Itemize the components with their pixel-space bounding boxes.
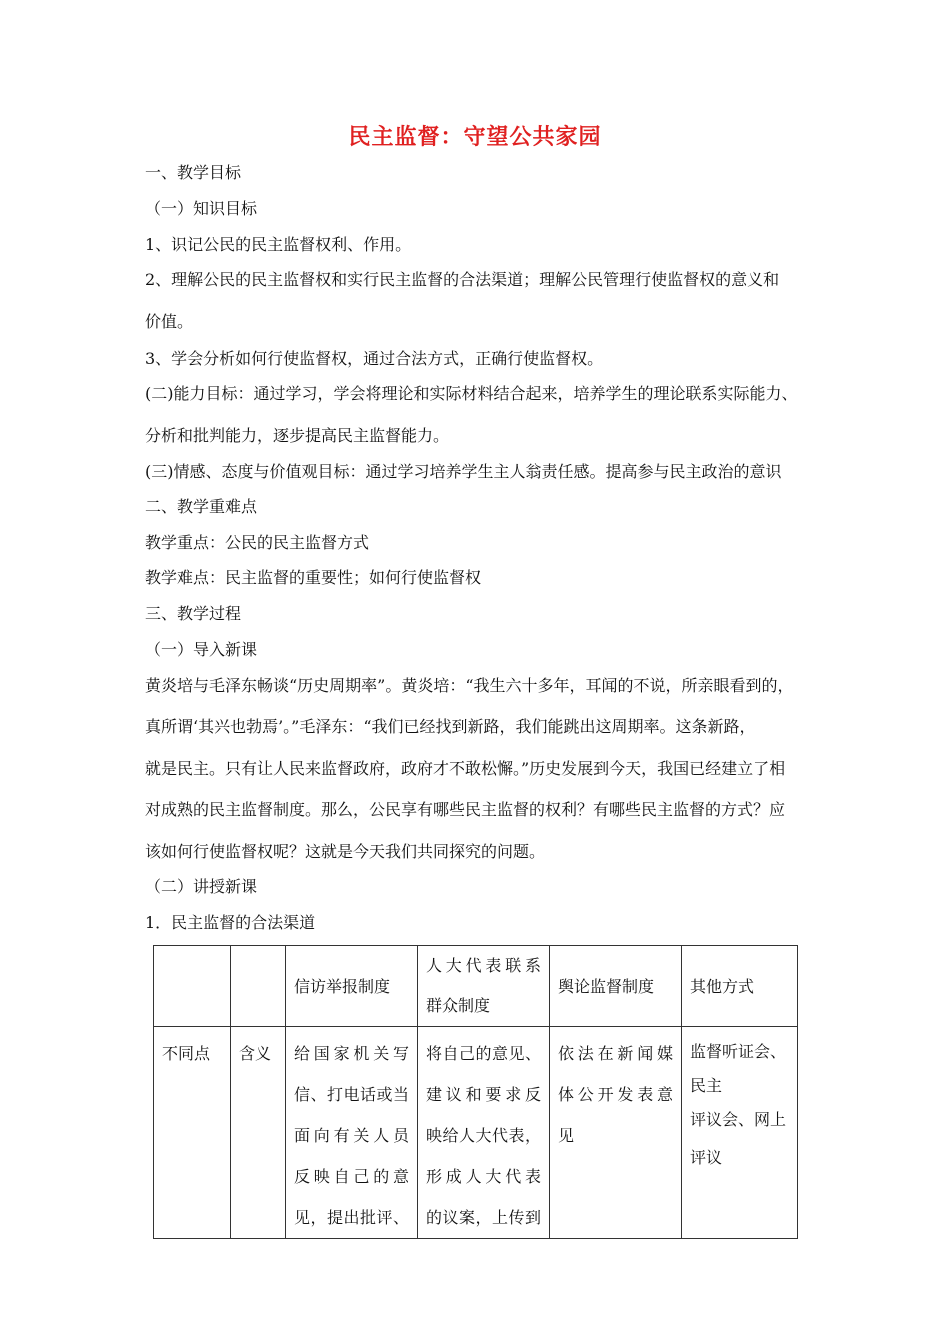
paragraph-line: 真所谓‘其兴也勃焉’。”毛泽东：“我们已经找到新路，我们能跳出这周期率。这条新路， xyxy=(145,717,756,736)
paragraph-line: 教学重点：公民的民主监督方式 xyxy=(145,533,370,552)
paragraph-line: 3、学会分析如何行使监督权，通过合法方式，正确行使监督权。 xyxy=(145,349,604,368)
cell-line: 群众制度 xyxy=(426,996,491,1015)
cell-line: 见 xyxy=(558,1126,575,1145)
table-header-cell xyxy=(231,946,286,1027)
channels-table xyxy=(153,945,798,1239)
cell-line: 评议会、网上 xyxy=(690,1110,787,1129)
table-cell xyxy=(682,1027,798,1239)
paragraph-line: 该如何行使监督权呢？这就是今天我们共同探究的问题。 xyxy=(145,842,546,861)
subsection-heading: （一）知识目标 xyxy=(145,199,258,218)
paragraph-line: 价值。 xyxy=(145,312,194,331)
paragraph-line: 分析和批判能力，逐步提高民主监督能力。 xyxy=(145,426,450,445)
table-header-cell xyxy=(418,946,550,1027)
document-title: 民主监督：守望公共家园 xyxy=(348,124,602,150)
cell-line: 民主 xyxy=(690,1076,723,1095)
table-header-cell: 信访举报制度 xyxy=(286,946,418,1027)
cell-line: 的议案，上传到 xyxy=(426,1208,541,1227)
paragraph-line: 黄炎培与毛泽东畅谈“历史周期率”。黄炎培：“我生六十多年，耳闻的不说，所亲眼看到的， xyxy=(145,676,794,695)
cell-line: 信、打电话或当 xyxy=(294,1085,409,1104)
subsection-heading: （一）导入新课 xyxy=(145,640,258,659)
cell-line: 评议 xyxy=(690,1148,723,1167)
paragraph-line: 就是民主。只有让人民来监督政府，政府才不敢松懈。”历史发展到今天，我国已经建立了相 xyxy=(145,759,786,778)
paragraph-line: 对成熟的民主监督制度。那么，公民享有哪些民主监督的权利？有哪些民主监督的方式？应 xyxy=(145,800,786,819)
cell-line: 反映自己的意 xyxy=(294,1167,409,1186)
table-header-row xyxy=(154,946,798,1027)
table-cell xyxy=(286,1027,418,1239)
cell-line: 人大代表联系 xyxy=(426,956,541,975)
cell-line: 见，提出批评、 xyxy=(294,1208,409,1227)
row-group-label: 不同点 xyxy=(154,1027,231,1239)
table-cell xyxy=(418,1027,550,1239)
paragraph-line: 教学难点：民主监督的重要性；如何行使监督权 xyxy=(145,568,482,587)
cell-line: 面向有关人员 xyxy=(294,1126,409,1145)
cell-line: 将自己的意见、 xyxy=(426,1044,541,1063)
table-row xyxy=(154,1027,798,1239)
table-header-cell: 舆论监督制度 xyxy=(550,946,682,1027)
subsection-heading: （二）讲授新课 xyxy=(145,877,258,896)
section-heading: 一、教学目标 xyxy=(145,163,242,182)
paragraph-line: 1．民主监督的合法渠道 xyxy=(145,913,316,932)
paragraph-line: (三)情感、态度与价值观目标：通过学习培养学生主人翁责任感。提高参与民主政治的意识 xyxy=(145,462,782,481)
table-header-cell: 其他方式 xyxy=(682,946,798,1027)
cell-line: 建议和要求反 xyxy=(426,1085,541,1104)
cell-line: 映给人大代表， xyxy=(426,1126,541,1145)
paragraph-line: 1、识记公民的民主监督权利、作用。 xyxy=(145,235,412,254)
section-heading: 二、教学重难点 xyxy=(145,497,258,516)
cell-line: 给国家机关写 xyxy=(294,1044,409,1063)
cell-line: 依法在新闻媒 xyxy=(558,1044,673,1063)
cell-line: 监督听证会、 xyxy=(690,1042,787,1061)
section-heading: 三、教学过程 xyxy=(145,604,242,623)
cell-line: 体公开发表意 xyxy=(558,1085,673,1104)
table-cell xyxy=(550,1027,682,1239)
table-header-cell xyxy=(154,946,231,1027)
cell-line: 形成人大代表 xyxy=(426,1167,541,1186)
paragraph-line: 2、理解公民的民主监督权和实行民主监督的合法渠道；理解公民管理行使监督权的意义和 xyxy=(145,270,780,289)
row-label: 含义 xyxy=(231,1027,286,1239)
paragraph-line: (二)能力目标：通过学习，学会将理论和实际材料结合起来，培养学生的理论联系实际能力、 xyxy=(145,384,798,403)
